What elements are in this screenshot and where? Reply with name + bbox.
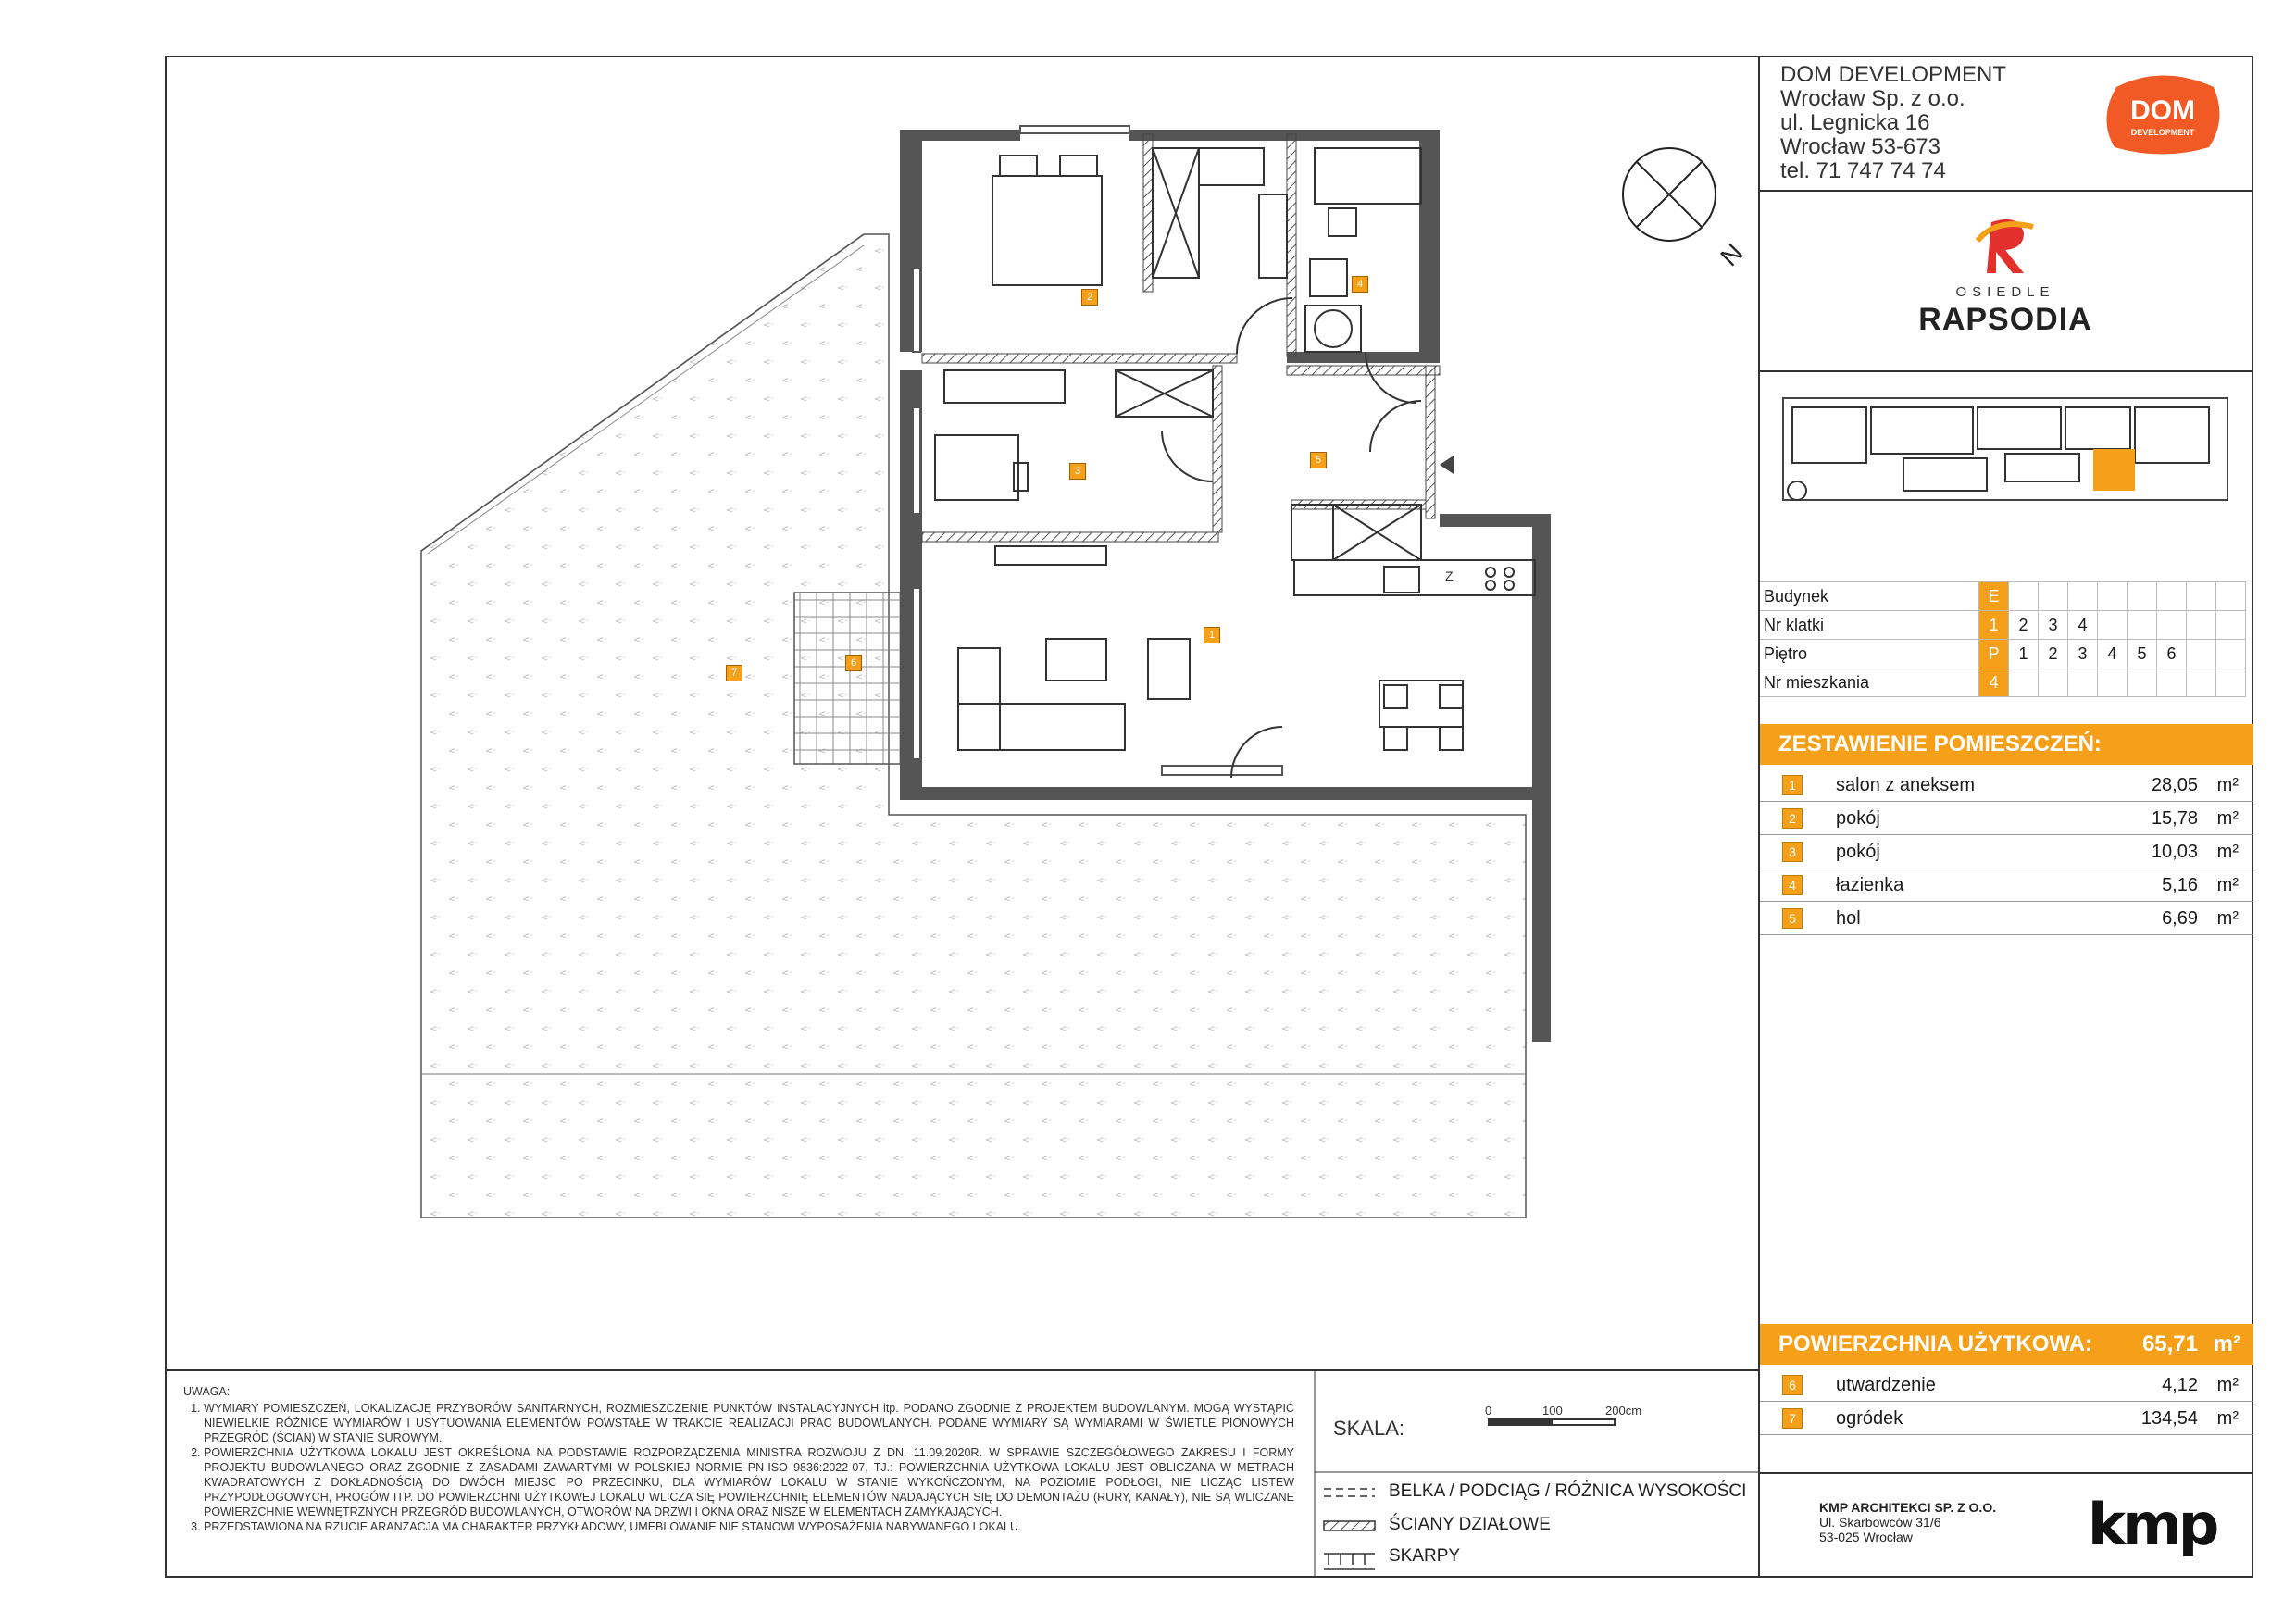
estate-name: RAPSODIA — [1918, 302, 2092, 337]
usable-area-unit: m² — [2213, 1331, 2240, 1356]
room-number: 4 — [1782, 875, 1803, 895]
notes-title: UWAGA: — [183, 1385, 231, 1398]
room-name: łazienka — [1836, 875, 1904, 895]
scale-bar — [1489, 1419, 1615, 1425]
info-label: Nr klatki — [1760, 611, 1979, 640]
extra-number: 6 — [1782, 1375, 1803, 1395]
extra-unit: m² — [2216, 1375, 2239, 1395]
extra-name: utwardzenie — [1836, 1375, 1936, 1395]
company-name: DOM DEVELOPMENT — [1780, 62, 2007, 87]
rapsodia-r-icon — [1968, 213, 2042, 278]
room-number: 3 — [1782, 842, 1803, 862]
room-name: salon z aneksem — [1836, 775, 1976, 795]
info-cell: E — [1979, 582, 2009, 611]
legend-symbols — [1324, 1489, 1375, 1569]
plan-tag-1: 1 — [1204, 627, 1220, 643]
info-table — [1760, 581, 2246, 697]
room-row — [1760, 902, 2253, 935]
estate-logo — [1899, 213, 2112, 338]
info-cell: 4 — [2098, 640, 2128, 668]
room-unit: m² — [2216, 808, 2239, 829]
room-unit: m² — [2216, 908, 2239, 929]
usable-area-label: POWIERZCHNIA UŻYTKOWA: — [1778, 1331, 2093, 1356]
room-area: 10,03 — [2151, 842, 2198, 862]
room-number: 1 — [1782, 775, 1803, 795]
info-panel — [1758, 56, 2253, 1578]
info-cell: 2 — [2039, 640, 2068, 668]
extra-number: 7 — [1782, 1408, 1803, 1429]
extra-row — [1760, 1368, 2253, 1402]
info-cell: 4 — [1979, 668, 2009, 697]
legend-partition-walls: ŚCIANY DZIAŁOWE — [1389, 1515, 1551, 1534]
logo-subtext: DEVELOPMENT — [2130, 128, 2195, 137]
info-row-floor — [1760, 640, 2246, 668]
extra-unit: m² — [2216, 1408, 2239, 1429]
company-line: ul. Legnicka 16 — [1780, 110, 1930, 135]
scale-label: SKALA: — [1333, 1417, 1405, 1440]
kmp-logo: kmp — [2088, 1491, 2216, 1558]
info-row-staircase — [1760, 611, 2246, 640]
room-number: 2 — [1782, 808, 1803, 829]
info-label: Piętro — [1760, 640, 1979, 668]
plan-tag-4: 4 — [1352, 276, 1368, 293]
rooms-header: ZESTAWIENIE POMIESZCZEŃ: — [1760, 724, 2253, 765]
windows — [913, 126, 1282, 775]
room-area: 28,05 — [2151, 775, 2198, 795]
room-number: 5 — [1782, 908, 1803, 929]
info-cell: 1 — [1979, 611, 2009, 640]
room-unit: m² — [2216, 842, 2239, 862]
extra-row — [1760, 1402, 2253, 1435]
key-plan — [1765, 384, 2251, 523]
info-cell: P — [1979, 640, 2009, 668]
info-cell: 4 — [2068, 611, 2098, 640]
terrace-tiles — [794, 593, 903, 764]
compass-icon — [1623, 148, 1716, 241]
plan-tag-6: 6 — [845, 655, 862, 671]
legend-slopes: SKARPY — [1389, 1546, 1461, 1566]
logo-text: DOM — [2130, 95, 2195, 126]
note-item: 2. POWIERZCHNIA UŻYTKOWA LOKALU JEST OKREŚLONA NA PODSTAWIE ROZPORZĄDZENIA MINISTRA ROZWOJU Z DN. 11.09.2020R. W SPRAWIE SZCZEGÓŁOWEGO ZAKRESU I FORMY PROJEKTU BUDOWLANEGO ORAZ ZGODNIE Z ZASADAMI ZAWARTYMI W POLSKIEJ NORMIE PN-ISO 9836:2022-07, TJ.: POWIERZCHNIA UŻYTKOWA LOKALU JEST OBLICZANA W METRACH KWADRATOWYCH Z DOKŁADNOŚCIĄ DO DWÓCH MIEJSC PO PRZECINKU, DLA WYMIARÓW LOKALU W STANIE WYKOŃCZONYM, NA POZIOMIE PODŁOGI, NIE LICZĄC LISTEW PRZYPODŁOGOWYCH, PROGÓW ITP. DO POWIERZCHNI UŻYTKOWEJ LOKALU WLICZA SIĘ POWIERZCHNIĘ ELEMENTÓW NADAJĄCYCH SIĘ DO DEMONTAŻU (RURY, KANAŁY), NIE SĄ WLICZANE POWIERZCHNIE WEWNĘTRZNYCH PRZEGRÓD BUDOWLANYCH, OTWORÓW NA DRZWI I OKNA ORAZ NISZE W ELEMENTACH ZAMYKAJĄCYCH. — [204, 1445, 1294, 1519]
kitchen-label: Z — [1445, 568, 1454, 583]
info-label: Budynek — [1760, 582, 1979, 611]
entry-arrow-icon — [1440, 456, 1454, 474]
info-row-apartment — [1760, 668, 2246, 697]
room-area: 6,69 — [2162, 908, 2198, 929]
room-unit: m² — [2216, 775, 2239, 795]
architect-street: Ul. Skarbowców 31/6 — [1819, 1515, 1941, 1530]
usable-area-bar — [1760, 1324, 2253, 1365]
room-row — [1760, 868, 2253, 902]
architect-city: 53-025 Wrocław — [1819, 1530, 1913, 1544]
room-area: 15,78 — [2151, 808, 2198, 829]
scale-tick-100: 100 — [1542, 1404, 1563, 1418]
room-row — [1760, 768, 2253, 802]
notes — [183, 1384, 1294, 1534]
scale-tick-0: 0 — [1485, 1404, 1492, 1418]
room-row — [1760, 835, 2253, 868]
info-cell: 3 — [2068, 640, 2098, 668]
garden-area — [421, 234, 1526, 1218]
info-cell: 3 — [2039, 611, 2068, 640]
info-label: Nr mieszkania — [1760, 668, 1979, 697]
estate-prefix: OSIEDLE — [1955, 284, 2055, 300]
note-item: 1. WYMIARY POMIESZCZEŃ, LOKALIZACJĘ PRZYBORÓW SANITARNYCH, ROZMIESZCZENIE PUNKTÓW INSTALACYJNYCH itp. PODANO ZGODNIE Z PROJEKTEM BUDOWLANYM. MOGĄ WYSTĄPIĆ NIEWIELKIE RÓŻNICE WYMIARÓW I USYTUOWANIA ELEMENTÓW POWSTAŁE W TRAKCIE REALIZACJI PRAC BUDOWLANYCH. PODANE WYMIARY SĄ WYMIARAMI W ŚWIETLE PIONOWYCH PRZEGRÓD (ŚCIAN) W STANIE SUROWYM. — [204, 1401, 1294, 1445]
dom-development-logo — [2098, 69, 2227, 161]
info-cell: 5 — [2128, 640, 2157, 668]
room-name: pokój — [1836, 842, 1880, 862]
usable-area-value: 65,71 — [2141, 1331, 2198, 1356]
room-name: hol — [1836, 908, 1861, 929]
plan-tag-7: 7 — [726, 665, 742, 681]
partitions — [922, 134, 1440, 542]
plan-tag-3: 3 — [1069, 463, 1086, 480]
plan-tag-2: 2 — [1081, 289, 1098, 306]
room-row — [1760, 802, 2253, 835]
compass-north-label: N — [1715, 238, 1749, 272]
room-unit: m² — [2216, 875, 2239, 895]
info-cell: 1 — [2009, 640, 2039, 668]
extra-name: ogródek — [1836, 1408, 1903, 1429]
extra-area: 134,54 — [2140, 1408, 2198, 1429]
legend-beam: BELKA / PODCIĄG / RÓŻNICA WYSOKOŚCI — [1389, 1481, 1747, 1501]
architect-name: KMP ARCHITEKCI SP. Z O.O. — [1819, 1500, 1997, 1515]
room-area: 5,16 — [2162, 875, 2198, 895]
plan-tag-5: 5 — [1310, 452, 1327, 468]
info-cell: 6 — [2157, 640, 2187, 668]
company-address — [1780, 63, 2006, 183]
scale-tick-200: 200cm — [1605, 1404, 1642, 1418]
company-line: Wrocław Sp. z o.o. — [1780, 86, 1965, 111]
architect-info — [1819, 1500, 1996, 1544]
extra-area: 4,12 — [2162, 1375, 2198, 1395]
company-phone: tel. 71 747 74 74 — [1780, 158, 1946, 183]
info-cell: 2 — [2009, 611, 2039, 640]
company-line: Wrocław 53-673 — [1780, 134, 1940, 159]
note-item: 3. PRZEDSTAWIONA NA RZUCIE ARANŻACJA MA CHARAKTER PRZYKŁADOWY, UMEBLOWANIE NIE STANOWI WYPOSAŻENIA NABYWANEGO LOKALU. — [204, 1519, 1294, 1534]
room-name: pokój — [1836, 808, 1880, 829]
info-row-building — [1760, 582, 2246, 611]
